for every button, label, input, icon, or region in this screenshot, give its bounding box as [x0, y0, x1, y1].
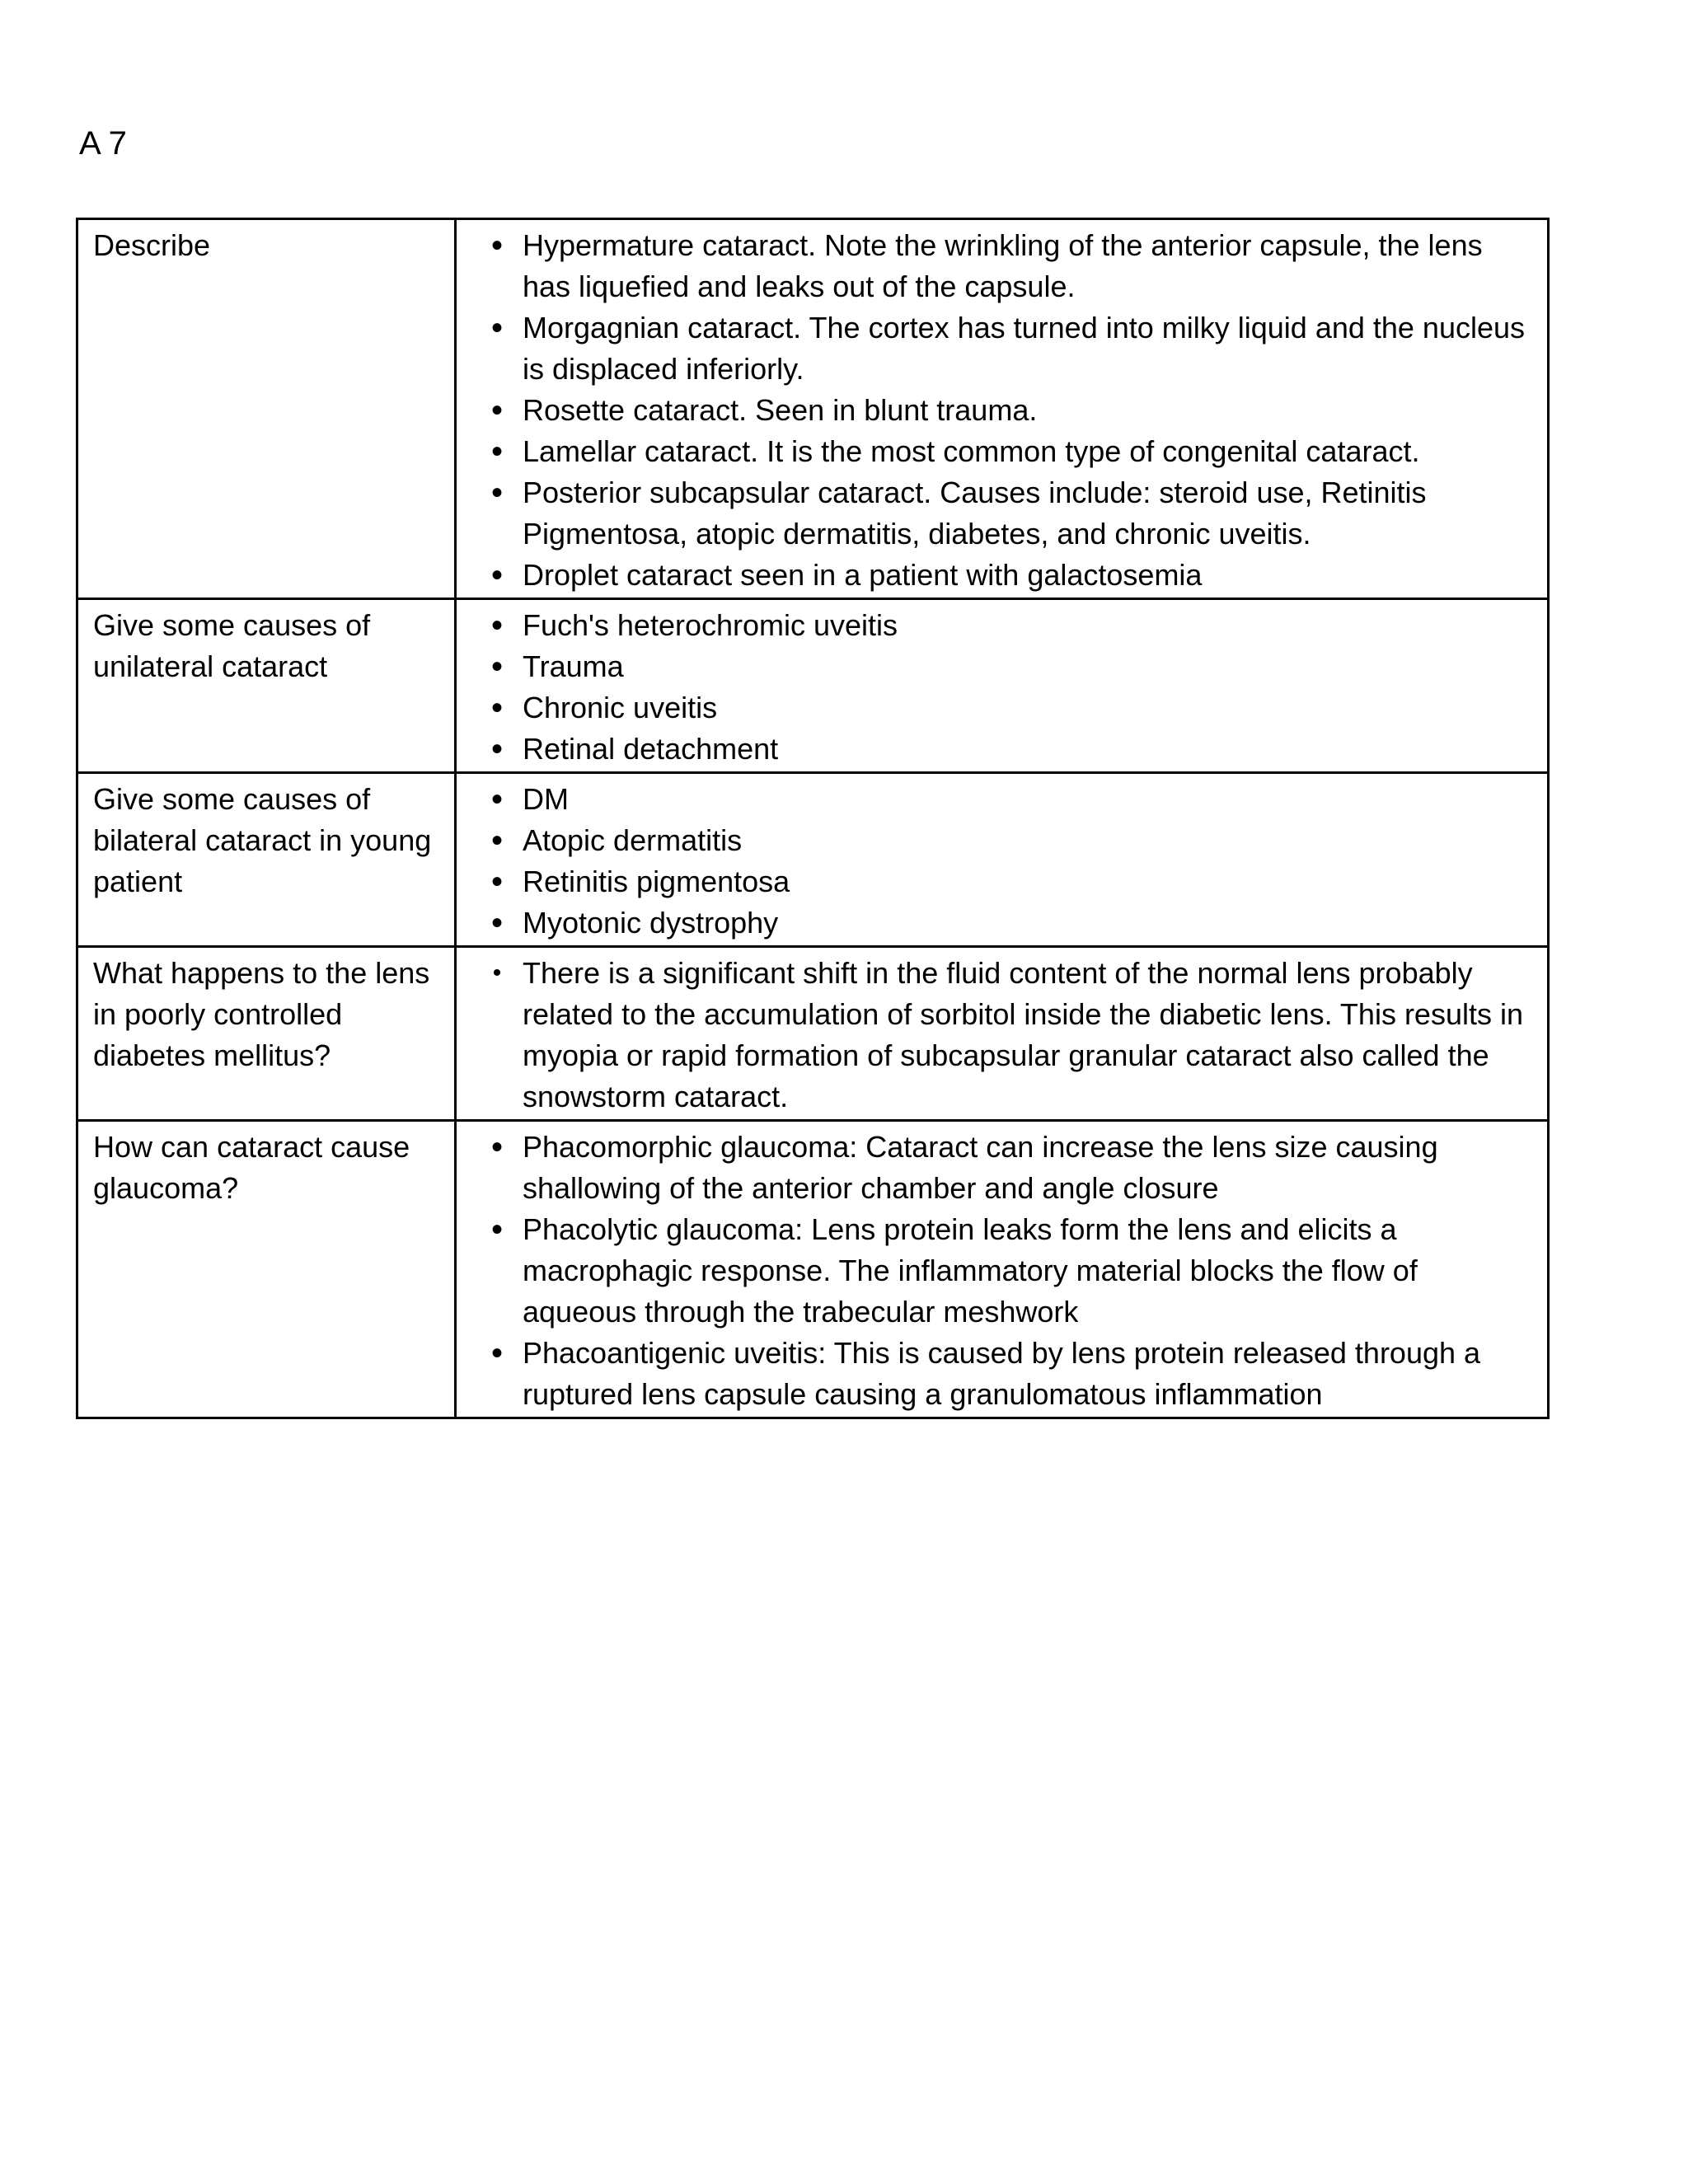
bullet-icon: • — [490, 731, 503, 767]
answer-text: Retinal detachment — [523, 732, 779, 766]
answer-text: Phacolytic glaucoma: Lens protein leaks form the lens and elicits a macrophagic response. The inflammatory material blocks the flow of aqueous through the trabecular meshwork — [523, 1212, 1418, 1329]
answer-text: Trauma — [523, 649, 624, 683]
table-row — [77, 599, 1549, 773]
list-item — [471, 431, 1532, 472]
bullet-icon: • — [490, 781, 503, 818]
answer-text: Lamellar cataract. It is the most common type of congenital cataract. — [523, 434, 1420, 468]
answer-cell — [456, 219, 1549, 599]
bullet-icon: • — [490, 227, 503, 264]
answer-text: Retinitis pigmentosa — [523, 865, 790, 898]
list-item — [471, 1209, 1532, 1333]
table-row — [77, 219, 1549, 599]
question-cell: How can cataract cause glaucoma? — [77, 1121, 456, 1418]
bullet-icon: • — [490, 864, 503, 900]
answer-list — [471, 1127, 1532, 1415]
bullet-icon: • — [492, 959, 502, 987]
list-item — [471, 902, 1532, 944]
list-item — [471, 307, 1532, 390]
bullet-icon: • — [490, 475, 503, 511]
answer-list — [471, 605, 1532, 770]
bullet-icon: • — [490, 1335, 503, 1371]
list-item — [471, 861, 1532, 902]
question-cell: What happens to the lens in poorly controlled diabetes mellitus? — [77, 947, 456, 1121]
page-heading: A 7 — [79, 125, 127, 162]
bullet-icon: • — [490, 690, 503, 726]
bullet-icon: • — [490, 1129, 503, 1165]
answer-text: Atopic dermatitis — [523, 823, 743, 857]
bullet-icon: • — [490, 607, 503, 644]
list-item — [471, 729, 1532, 770]
question-cell: Give some causes of bilateral cataract in young patient — [77, 773, 456, 947]
list-item — [471, 1127, 1532, 1209]
table-row — [77, 773, 1549, 947]
answer-text: There is a significant shift in the fluid content of the normal lens probably related to the accumulation of sorbitol inside the diabetic lens. This results in myopia or rapid formation of subcapsular granular cataract also called the snowstorm cataract. — [523, 956, 1523, 1113]
table-row — [77, 1121, 1549, 1418]
answer-text: Hypermature cataract. Note the wrinkling of the anterior capsule, the lens has liquefied and leaks out of the capsule. — [523, 228, 1483, 303]
list-item — [471, 646, 1532, 687]
answer-text: DM — [523, 782, 569, 816]
answer-text: Droplet cataract seen in a patient with galactosemia — [523, 558, 1203, 592]
answer-text: Morgagnian cataract. The cortex has turned into milky liquid and the nucleus is displaced inferiorly. — [523, 311, 1526, 386]
bullet-icon: • — [490, 905, 503, 941]
answer-text: Posterior subcapsular cataract. Causes include: steroid use, Retinitis Pigmentosa, atopic dermatitis, diabetes, and chronic uveitis. — [523, 476, 1427, 551]
answer-cell — [456, 1121, 1549, 1418]
qa-table — [76, 218, 1550, 1419]
answer-text: Myotonic dystrophy — [523, 906, 779, 940]
list-item — [471, 225, 1532, 307]
list-item — [471, 779, 1532, 820]
answer-text: Rosette cataract. Seen in blunt trauma. — [523, 393, 1038, 427]
bullet-icon: • — [490, 557, 503, 593]
question-cell: Describe — [77, 219, 456, 599]
answer-text: Fuch's heterochromic uveitis — [523, 608, 898, 642]
answer-text: Chronic uveitis — [523, 691, 718, 724]
list-item — [471, 472, 1532, 555]
table-row — [77, 947, 1549, 1121]
answer-list — [471, 953, 1532, 1118]
list-item — [471, 390, 1532, 431]
answer-cell — [456, 947, 1549, 1121]
bullet-icon: • — [490, 434, 503, 470]
list-item — [471, 555, 1532, 596]
answer-text: Phacomorphic glaucoma: Cataract can increase the lens size causing shallowing of the anterior chamber and angle closure — [523, 1130, 1438, 1205]
list-item — [471, 820, 1532, 861]
answer-list — [471, 225, 1532, 596]
bullet-icon: • — [490, 310, 503, 346]
answer-text: Phacoantigenic uveitis: This is caused by lens protein released through a ruptured lens capsule causing a granulomatous inflammation — [523, 1336, 1481, 1411]
list-item — [471, 953, 1532, 1118]
question-cell: Give some causes of unilateral cataract — [77, 599, 456, 773]
list-item — [471, 1333, 1532, 1415]
list-item — [471, 687, 1532, 729]
bullet-icon: • — [490, 649, 503, 685]
bullet-icon: • — [490, 392, 503, 429]
answer-list — [471, 779, 1532, 944]
answer-cell — [456, 599, 1549, 773]
answer-cell — [456, 773, 1549, 947]
bullet-icon: • — [490, 823, 503, 859]
bullet-icon: • — [490, 1212, 503, 1248]
list-item — [471, 605, 1532, 646]
